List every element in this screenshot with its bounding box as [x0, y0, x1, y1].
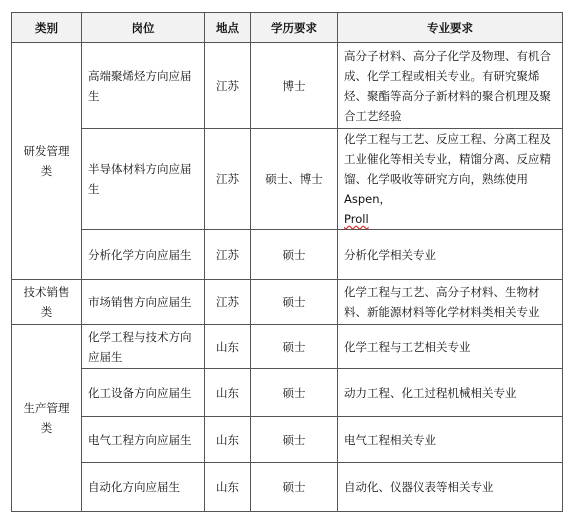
position-cell: 电气工程方向应届生 — [82, 417, 205, 463]
requirement-cell: 化学工程与工艺、高分子材料、生物材料、新能源材料等化学材料类相关专业 — [338, 280, 563, 325]
degree-cell: 硕士 — [251, 417, 338, 463]
requirement-cell: 自动化、仪器仪表等相关专业 — [338, 463, 563, 512]
requirement-cell: 化学工程与工艺相关专业 — [338, 325, 563, 369]
requirement-cell: 动力工程、化工过程机械相关专业 — [338, 369, 563, 417]
recruitment-table — [11, 12, 563, 512]
table-row — [12, 230, 563, 280]
location-cell: 江苏 — [205, 280, 251, 325]
position-cell: 化学工程与技术方向应届生 — [82, 325, 205, 369]
category-cell: 技术销售类 — [12, 280, 82, 325]
requirement-cell — [338, 129, 563, 230]
degree-cell: 硕士 — [251, 369, 338, 417]
location-cell: 江苏 — [205, 43, 251, 129]
table-row — [12, 417, 563, 463]
header-category: 类别 — [12, 13, 82, 43]
header-location: 地点 — [205, 13, 251, 43]
table-row — [12, 129, 563, 230]
requirement-text: 化学工程与工艺、反应工程、分离工程及工业催化等相关专业，精馏分离、反应精馏、化学吸收等研究方向，熟练使用 Aspen， — [344, 132, 551, 206]
table-row — [12, 280, 563, 325]
category-cell: 生产管理类 — [12, 325, 82, 512]
table-row — [12, 369, 563, 417]
header-row — [12, 13, 563, 43]
requirement-cell: 电气工程相关专业 — [338, 417, 563, 463]
table-row — [12, 325, 563, 369]
degree-cell: 博士 — [251, 43, 338, 129]
requirement-cell: 高分子材料、高分子化学及物理、有机合成、化学工程或相关专业。有研究聚烯烃、聚酯等高分子新材料的聚合机理及聚合工艺经验 — [338, 43, 563, 129]
location-cell: 山东 — [205, 463, 251, 512]
header-position: 岗位 — [82, 13, 205, 43]
degree-cell: 硕士 — [251, 280, 338, 325]
table-row — [12, 43, 563, 129]
location-cell: 山东 — [205, 417, 251, 463]
degree-cell: 硕士、博士 — [251, 129, 338, 230]
position-cell: 市场销售方向应届生 — [82, 280, 205, 325]
degree-cell: 硕士 — [251, 230, 338, 280]
position-cell: 高端聚烯烃方向应届生 — [82, 43, 205, 129]
position-cell: 化工设备方向应届生 — [82, 369, 205, 417]
requirement-text-tail: Proll — [344, 212, 369, 226]
requirement-cell: 分析化学相关专业 — [338, 230, 563, 280]
header-degree: 学历要求 — [251, 13, 338, 43]
location-cell: 山东 — [205, 325, 251, 369]
location-cell: 江苏 — [205, 129, 251, 230]
location-cell: 山东 — [205, 369, 251, 417]
position-cell: 自动化方向应届生 — [82, 463, 205, 512]
table-row — [12, 463, 563, 512]
header-requirement: 专业要求 — [338, 13, 563, 43]
position-cell: 分析化学方向应届生 — [82, 230, 205, 280]
degree-cell: 硕士 — [251, 463, 338, 512]
position-cell: 半导体材料方向应届生 — [82, 129, 205, 230]
degree-cell: 硕士 — [251, 325, 338, 369]
category-cell: 研发管理类 — [12, 43, 82, 280]
location-cell: 江苏 — [205, 230, 251, 280]
